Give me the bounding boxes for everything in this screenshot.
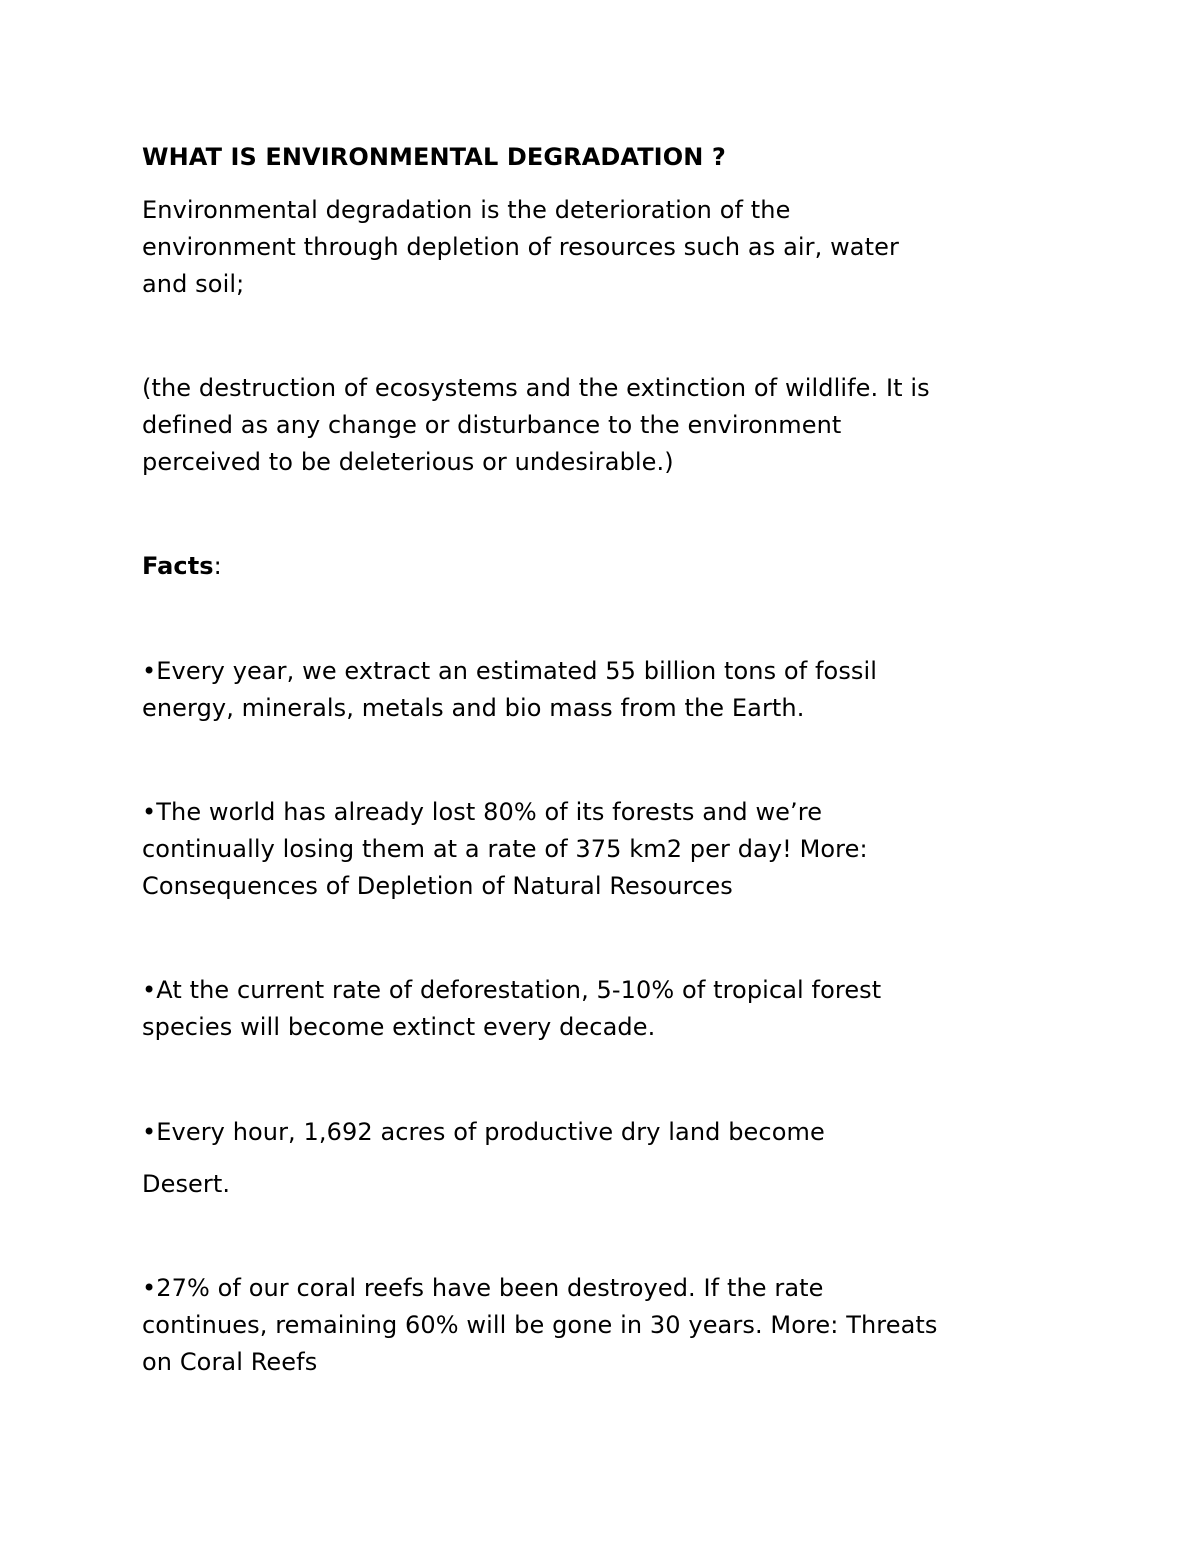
definition-line: and soil;	[142, 270, 245, 298]
fact-line: continually losing them at a rate of 375 km2 per day! More:	[142, 835, 868, 863]
elaboration-line: defined as any change or disturbance to the environment	[142, 411, 842, 439]
fact-line: •27% of our coral reefs have been destroyed. If the rate	[142, 1274, 824, 1302]
fact-line: •The world has already lost 80% of its forests and we’re	[142, 798, 823, 826]
facts-heading-label: Facts	[142, 552, 214, 580]
page-title: WHAT IS ENVIRONMENTAL DEGRADATION ?	[142, 143, 726, 171]
definition-line: environment through depletion of resources such as air, water	[142, 233, 899, 261]
fact-line: energy, minerals, metals and bio mass from the Earth.	[142, 694, 805, 722]
fact-line: Consequences of Depletion of Natural Resources	[142, 872, 733, 900]
fact-line: on Coral Reefs	[142, 1348, 318, 1376]
facts-heading-colon: :	[213, 552, 222, 580]
fact-line: •At the current rate of deforestation, 5-10% of tropical forest	[142, 976, 882, 1004]
facts-heading	[142, 548, 222, 585]
elaboration-line: perceived to be deleterious or undesirable.)	[142, 448, 674, 476]
fact-line: Desert.	[142, 1170, 231, 1198]
fact-line: species will become extinct every decade.	[142, 1013, 656, 1041]
fact-line: continues, remaining 60% will be gone in 30 years. More: Threats	[142, 1311, 938, 1339]
elaboration-line: (the destruction of ecosystems and the extinction of wildlife. It is	[142, 374, 930, 402]
fact-line: •Every hour, 1,692 acres of productive dry land become	[142, 1118, 825, 1146]
fact-line: •Every year, we extract an estimated 55 billion tons of fossil	[142, 657, 878, 685]
definition-line: Environmental degradation is the deterioration of the	[142, 196, 791, 224]
